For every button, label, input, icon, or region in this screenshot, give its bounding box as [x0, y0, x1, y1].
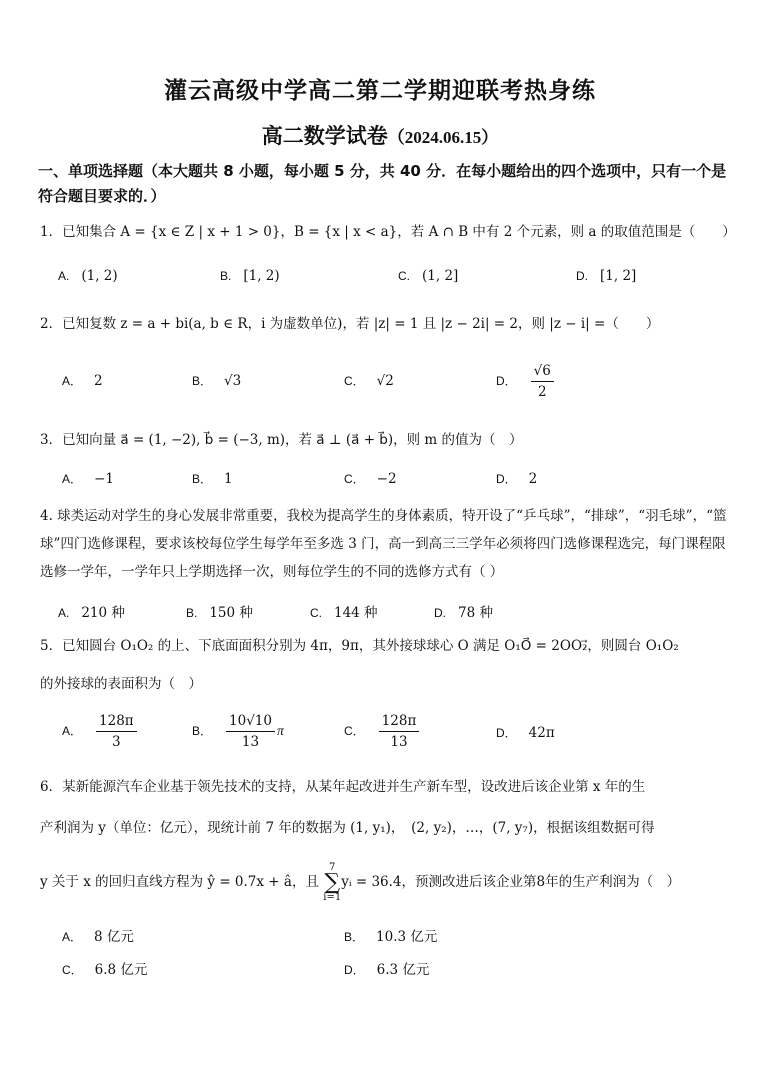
sigma-symbol: ∑	[324, 869, 341, 895]
question-6-stem-line-1: 6．某新能源汽车企业基于领先技术的支持，从某年起改进并生产新车型，设改进后该企业第 x 年的生	[40, 779, 646, 795]
question-5-options	[58, 712, 718, 760]
exam-title: 灌云高级中学高二第二学期迎联考热身练	[164, 78, 596, 104]
option-b[interactable]: B． √3	[192, 373, 242, 389]
exam-date: （2024.06.15）	[387, 128, 499, 147]
option-b[interactable]: B. [1, 2)	[220, 268, 280, 284]
question-4-stem: 4. 球类运动对学生的身心发展非常重要，我校为提高学生的身体素质，特开设了“乒乓球”，“排球”，“羽毛球”，“篮球”四门选修课程，要求该校每位学生每学年至多选 3 门，高一到高三三学年必须将四门选修课程选完，每门课程限选修一学年，一学年只上学期选择一次，则每位学生的不同的选修方式有（ ）	[40, 508, 727, 580]
option-c[interactable]: C. (1, 2]	[398, 268, 459, 284]
section-heading: 一、单项选择题（本大题共 8 小题，每小题 5 分，共 40 分．在每小题给出的四个选项中，只有一个是符合题目要求的．）	[38, 162, 727, 205]
question-1-stem: 1．已知集合 A = {x ∈ Z | x + 1 > 0}，B = {x | x < a}，若 A ∩ B 中有 2 个元素，则 a 的取值范围是（ ）	[40, 224, 736, 240]
fraction: $\frac{10√10}{13}$	[226, 712, 275, 751]
question-2-options	[58, 362, 718, 410]
option-d[interactable]: D． 6.3 亿元	[344, 962, 430, 978]
option-d[interactable]: D． 42π	[496, 725, 555, 741]
option-c[interactable]: C． 6.8 亿元	[62, 962, 148, 978]
fraction: $\frac{√6}{2}$	[531, 362, 554, 401]
exam-subtitle	[0, 120, 760, 150]
question-3-stem: 3．已知向量 a⃗ = (1, −2), b⃗ = (−3, m)，若 a⃗ ⊥ (a⃗ + b⃗)，则 m 的值为（ ）	[40, 432, 523, 448]
option-a[interactable]: A． 2	[62, 373, 103, 389]
question-5-stem-line-1: 5．已知圆台 O₁O₂ 的上、下底面面积分别为 4π，9π，其外接球球心 O 满足 O₁O⃗ = 2OO₂⃗，则圆台 O₁O₂	[40, 638, 679, 654]
option-b[interactable]: B． 1	[192, 471, 233, 487]
option-b[interactable]: B． $\frac{10√10}{13}$ π	[192, 713, 284, 750]
question-1-options	[58, 268, 718, 298]
question-2-stem: 2．已知复数 z = a + bi(a, b ∈ R，i 为虚数单位)，若 |z| = 1 且 |z − 2i| = 2，则 |z − i| =（ ）	[40, 316, 660, 332]
question-5-stem-line-2: 的外接球的表面积为（ ）	[40, 676, 202, 692]
option-d[interactable]: D． 2	[496, 471, 538, 487]
question-3-options	[58, 470, 718, 500]
option-a[interactable]: A. 210 种	[58, 605, 125, 621]
option-d[interactable]: D. [1, 2]	[576, 268, 637, 284]
option-a[interactable]: A． 8 亿元	[62, 929, 134, 945]
option-d[interactable]: D． $\frac{√6}{2}$	[496, 362, 556, 401]
question-6-options-row-2	[58, 958, 718, 988]
subject-title: 高二数学试卷	[261, 124, 388, 148]
option-a[interactable]: A. (1, 2)	[58, 268, 118, 284]
fraction: $\frac{128\pi}{13}$	[379, 712, 420, 751]
question-6-options-row-1	[58, 925, 718, 955]
option-d[interactable]: D. 78 种	[434, 605, 493, 621]
question-6-stem-line-3: y 关于 x 的回归直线方程为 ŷ = 0.7x + â，且 7 ∑ i=1 yᵢ = 36.4，预测改进后该企业第8年的生产利润为（ ）	[40, 861, 681, 903]
question-4-options	[58, 601, 718, 631]
summation: 7 ∑ i=1	[323, 861, 342, 903]
fraction: $\frac{128\pi}{3}$	[96, 712, 137, 751]
option-a[interactable]: A． $\frac{128\pi}{3}$	[62, 712, 139, 751]
option-c[interactable]: C. 144 种	[310, 605, 378, 621]
option-c[interactable]: C． √2	[344, 373, 394, 389]
option-b[interactable]: B． 10.3 亿元	[344, 929, 438, 945]
question-6-stem-line-2: 产利润为 y（单位：亿元），现统计前 7 年的数据为 (1, y₁)， (2, y₂)，…，(7, y₇)，根据该组数据可得	[40, 820, 655, 836]
option-a[interactable]: A． −1	[62, 471, 114, 487]
option-c[interactable]: C． −2	[344, 471, 397, 487]
option-c[interactable]: C． $\frac{128\pi}{13}$	[344, 712, 421, 751]
option-b[interactable]: B. 150 种	[186, 605, 253, 621]
